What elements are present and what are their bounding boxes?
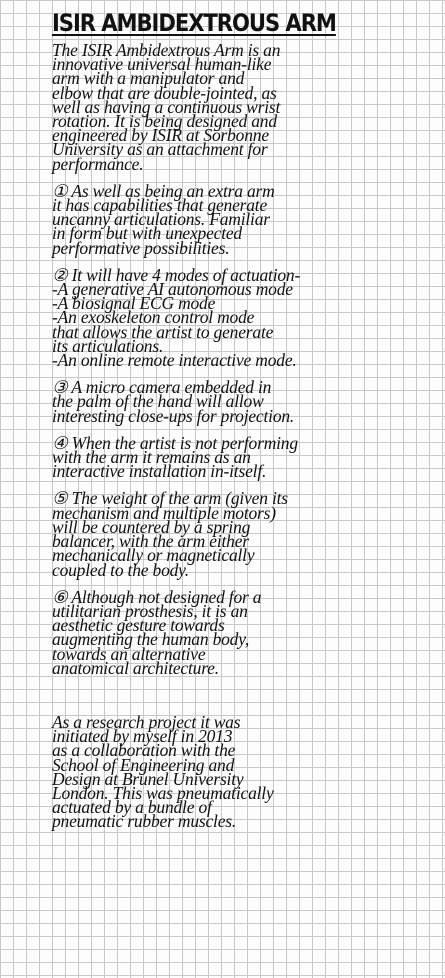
point-1: ① As well as being an extra arm it has capabilities that generate uncanny articulations. Familiar in form but with unexpected performative possibilities. <box>52 180 275 258</box>
spacer <box>52 675 431 715</box>
point-2: ② It will have 4 modes of actuation- -A generative AI autonomous mode -A biosignal ECG mode -An exoskeleton control mode that allows the artist to generate its articulations. -An online remote interactive mode. <box>52 264 301 371</box>
closing-paragraph: As a research project it was initiated by myself in 2013 as a collaboration with the School of Engineering and Design at Brunel University London. This was pneumatically actuated by a bundle of pneumatic rubber muscles. <box>52 711 274 832</box>
point-4: ④ When the artist is not performing with the arm it remains as an interactive installation in-itself. <box>52 432 298 482</box>
page-title: ISIR AMBIDEXTROUS ARM <box>52 9 336 37</box>
intro-paragraph: The ISIR Ambidextrous Arm is an innovative universal human-like arm with a manipulator and elbow that are double-jointed, as well as having a continuous wrist rotation. It is being designed and engineered by ISIR at Sorbonne University as an attachment for performance. <box>52 40 281 174</box>
point-3: ③ A micro camera embedded in the palm of the hand will allow interesting close-ups for projection. <box>52 377 295 426</box>
point-5: ⑤ The weight of the arm (given its mechanism and multiple motors) will be countered by a spring balancer, with the arm either mechanically or magnetically coupled to the body. <box>52 488 288 580</box>
point-6: ⑥ Although not designed for a utilitarian prosthesis, it is an aesthetic gesture towards augmenting the human body, towards an alternative anatomical architecture. <box>52 586 262 678</box>
